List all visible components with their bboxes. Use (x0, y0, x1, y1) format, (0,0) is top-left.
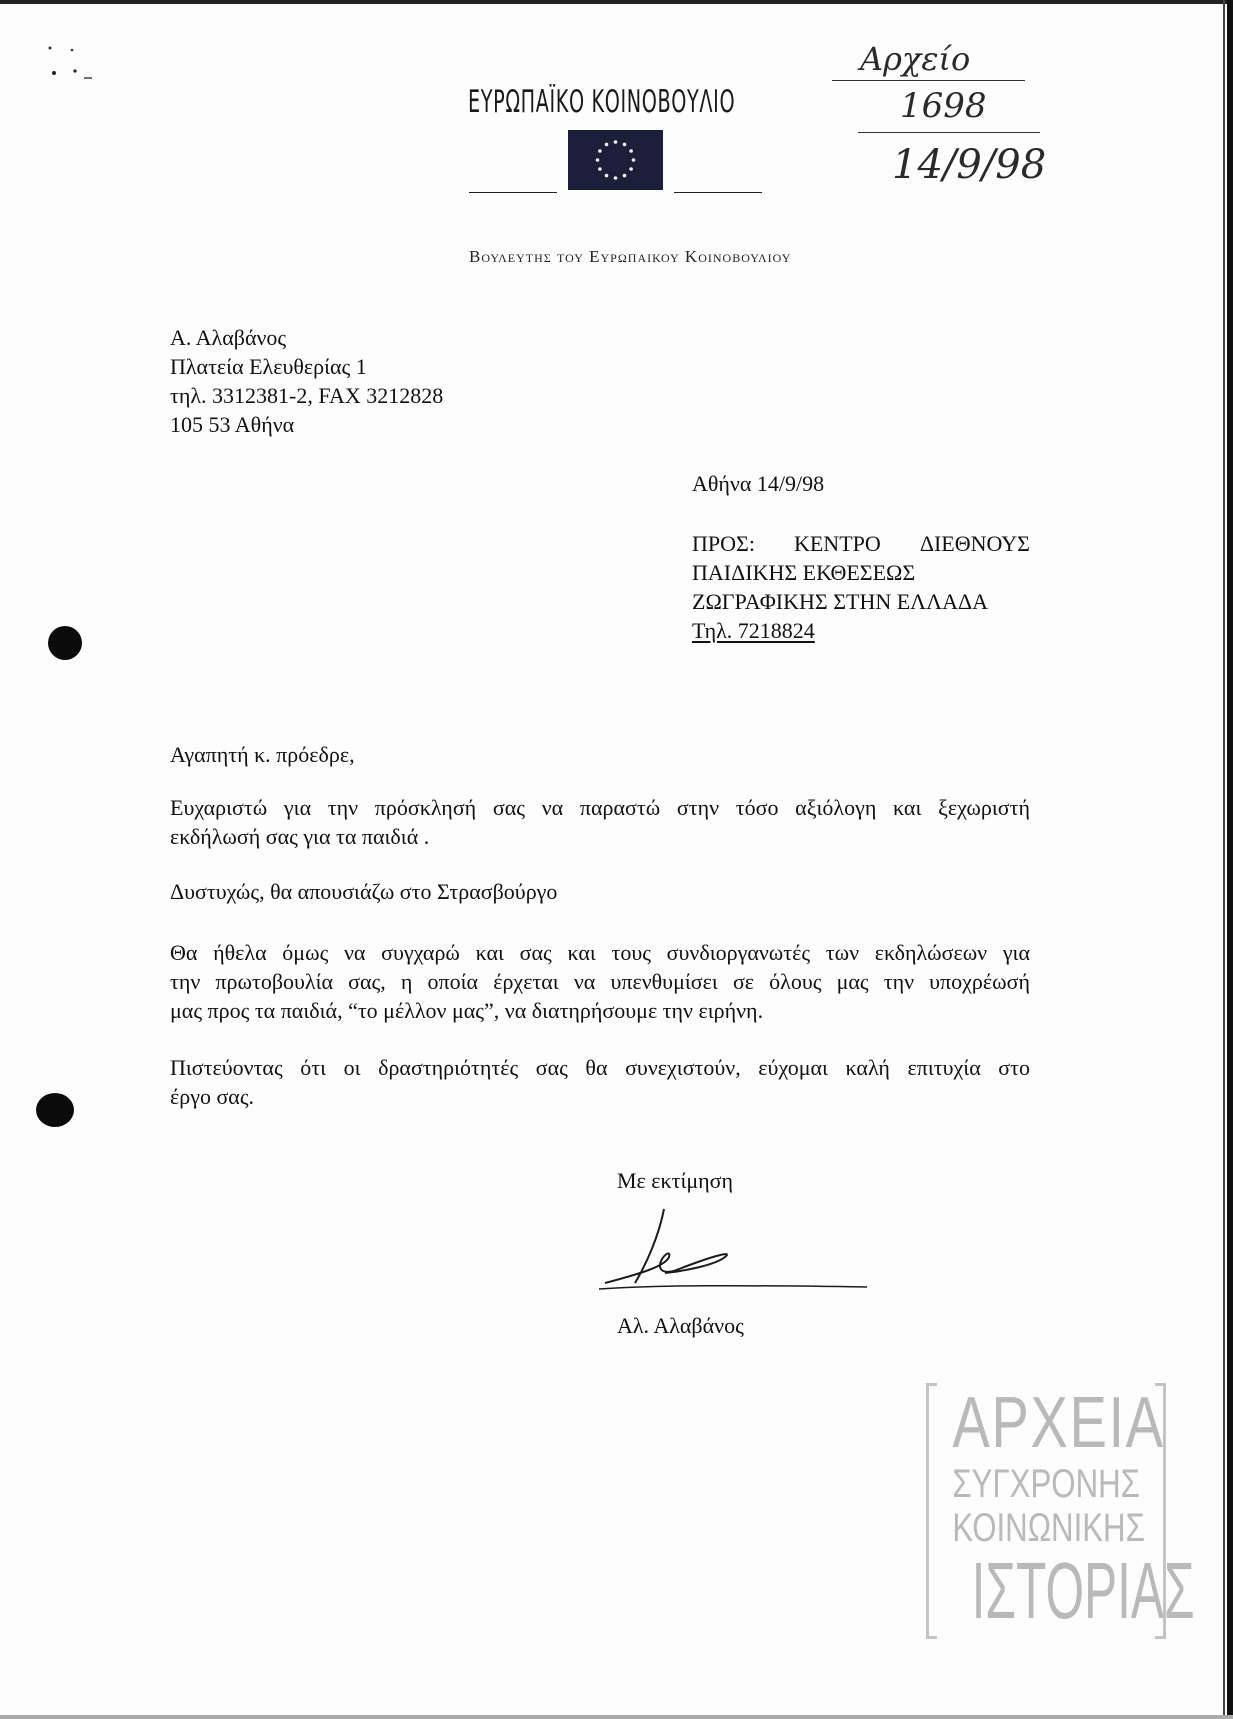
flag-star (614, 176, 618, 180)
sender-city: 105 53 Αθήνα (170, 412, 295, 437)
flag-star (598, 167, 602, 171)
handnote-line-1 (832, 80, 1025, 81)
recipient-phone: Τηλ. 7218824 (692, 618, 815, 643)
flag-star (605, 143, 609, 147)
recipient-block (692, 529, 1030, 645)
paragraph-4-line-1: Πιστεύοντας ότι οι δραστηριότητές σας θα συνεχιστούν, εύχομαι καλή επιτυχία στο (170, 1055, 1030, 1080)
stamp-line-2: ΣΥΓΧΡΟΝΗΣ (952, 1462, 1140, 1506)
paragraph-2-line-1: Δυστυχώς, θα απουσιάζω στο Στρασβούργο (170, 879, 558, 904)
letterhead-rule-right (674, 192, 762, 193)
flag-star (629, 167, 633, 171)
signer-name: Αλ. Αλαβάνος (617, 1313, 744, 1338)
eu-flag-icon (568, 130, 663, 190)
paragraph-4-line-2: έργο σας. (170, 1084, 255, 1109)
institution-name: ΕΥΡΩΠΑΪΚΟ ΚΟΙΝΟΒΟΥΛΙΟ (468, 84, 736, 120)
paragraph-1-line-1: Ευχαριστώ για την πρόσκλησή σας να παραστώ στην τόσο αξιόλογη και ξεχωριστή (170, 795, 1030, 820)
paragraph-3-line-1: Θα ήθελα όμως να συγχαρώ και σας και τους συνδιοργανωτές των εκδηλώσεων για (170, 940, 1030, 965)
sender-name: Α. Αλαβάνος (170, 325, 287, 350)
scan-edge-right (1227, 0, 1233, 1719)
stamp-line-4: ΙΣΤΟΡΙΑΣ (971, 1546, 1195, 1635)
recipient-line-1 (692, 529, 1030, 558)
letterhead-subtitle: Βουλευτης του Ευρωπαικου Κοινοβουλιου (469, 247, 792, 266)
handwritten-date: 14/9/98 (892, 142, 1047, 188)
stamp-line-1: ΑΡΧΕΙΑ (952, 1383, 1165, 1463)
handwritten-number: 1698 (900, 86, 987, 126)
punch-hole-upper (48, 626, 82, 660)
scan-edge-right-inner (1223, 0, 1225, 1719)
handwritten-label: Αρχείο (860, 40, 971, 78)
closing: Με εκτίμηση (617, 1168, 734, 1193)
salutation (170, 740, 1030, 769)
scan-specks (44, 44, 104, 94)
punch-hole-lower (36, 1093, 74, 1127)
stamp-bracket-left (926, 1383, 937, 1639)
recipient-word-1: ΚΕΝΤΡΟ (793, 531, 881, 556)
signature-icon (595, 1205, 875, 1295)
flag-star (629, 149, 633, 153)
archive-stamp (926, 1383, 1195, 1635)
flag-star (632, 158, 636, 162)
sender-address: Πλατεία Ελευθερίας 1 (170, 354, 367, 379)
stamp-line-3: ΚΟΙΝΩΝΙΚΗΣ (952, 1506, 1145, 1550)
scan-edge-top (0, 0, 1233, 4)
paragraph-3-line-3: μας προς τα παιδιά, “το μέλλον μας”, να διατηρήσουμε την ειρήνη. (170, 998, 764, 1023)
paragraph-1-line-2: εκδήλωσή σας για τα παιδιά . (170, 824, 430, 849)
paragraph-4 (170, 1053, 1030, 1111)
salutation-text: Αγαπητή κ. πρόεδρε, (170, 742, 355, 767)
flag-star (605, 174, 609, 178)
recipient-line-2: ΠΑΙΔΙΚΗΣ ΕΚΘΕΣΕΩΣ (692, 560, 916, 585)
flag-star (623, 143, 627, 147)
flag-star (614, 140, 618, 144)
scan-edge-bottom (0, 1715, 1233, 1719)
handnote-line-2 (858, 132, 1040, 133)
letter-date: Αθήνα 14/9/98 (692, 471, 825, 496)
recipient-line-3: ΖΩΓΡΑΦΙΚΗΣ ΣΤΗΝ ΕΛΛΑΔΑ (692, 589, 989, 614)
recipient-word-2: ΔΙΕΘΝΟΥΣ (919, 531, 1030, 556)
recipient-to-label: ΠΡΟΣ: (692, 531, 755, 556)
sender-phone: τηλ. 3312381-2, FAX 3212828 (170, 383, 444, 408)
paragraph-2 (170, 877, 1030, 906)
sender-block (170, 323, 443, 439)
paragraph-3-line-2: την πρωτοβουλία σας, η οποία έρχεται να υπενθυμίσει σε όλους μας την υποχρέωσή (170, 969, 1030, 994)
flag-star (598, 149, 602, 153)
paragraph-3 (170, 938, 1030, 1025)
paragraph-1 (170, 793, 1030, 851)
flag-star (623, 174, 627, 178)
letterhead-rule-left (469, 192, 557, 193)
flag-star (596, 158, 600, 162)
